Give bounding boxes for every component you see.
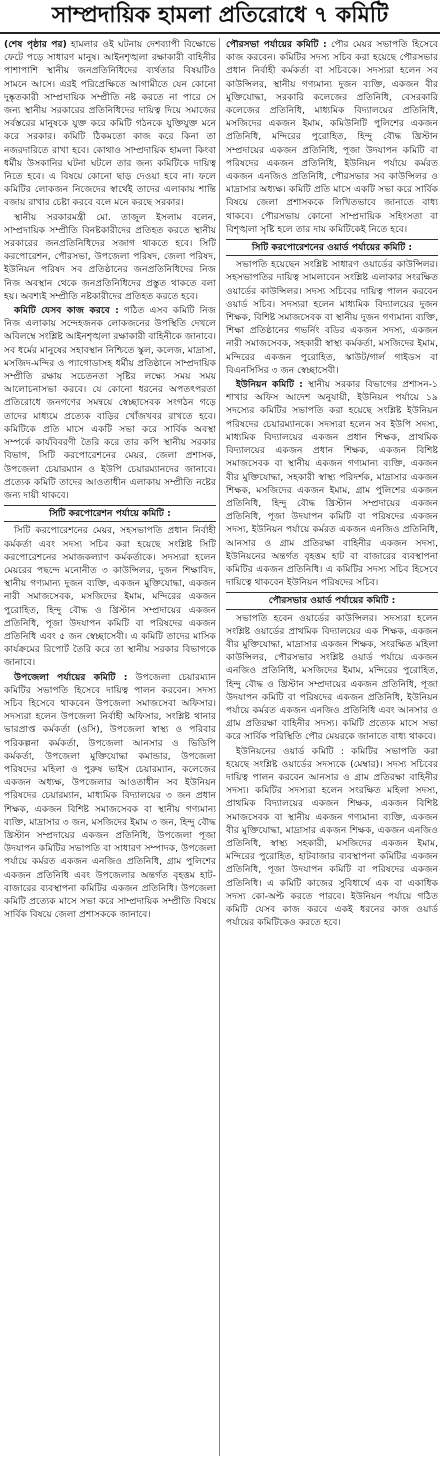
article-headline-bar <box>0 0 440 34</box>
paragraph-text: গঠিত এসব কমিটি নিজ নিজ এলাকায় সন্দেহজনক লোকজনের উপস্থিতি দেখলে অবিলম্বে সংশ্লিষ্ট আইনশৃঙ্খলা রক্ষাকারী বাহিনীকে জানাবে। সব ধর্মের মানুষের সহাবস্থান নিশ্চিতে স্কুল, কলেজ, মাদ্রাসা, মসজিদ-মন্দির ও প্যাগোডাসহ ধর্মীয় প্রতিষ্ঠানে সাম্প্রদায়িক সম্প্রীতি রক্ষায় সচেতনতা সৃষ্টির লক্ষ্যে সময় সময় আলোচনাসভা করবে। যে কোনো ধরনের অপতৎপরতা প্রতিরোধে জনগণের সমন্বয়ে স্বেচ্ছাসেবক সংগঠন গড়ে তাদের মাধ্যমে প্রত্যেক বাড়ির খোঁজখবর রাখতে হবে। কমিটিকে প্রতি মাসে একটি সভা করে সার্বিক অবস্থা সম্পর্কে কার্যবিবরণী তৈরি করে তার কপি স্থানীয় সরকার বিভাগ, সিটি করপোরেশনের মেয়র, জেলা প্রশাসক, উপজেলা চেয়ারম্যান ও ইউপি চেয়ারম্যানদের জানাবে। প্রত্যেক কমিটি তাদের আওতাধীন এলাকায় সম্প্রীতি নষ্টের জন্য দায়ী থাকবে। <box>4 305 216 501</box>
headline: সাম্প্রদায়িক হামলা প্রতিরোধে ৭ কমিটি <box>51 2 389 28</box>
subheading-inline: পৌরসভা পর্যায়ের কমিটি : <box>226 39 327 50</box>
paragraph-text: উপজেলা চেয়ারম্যান কমিটির সভাপতি হিসেবে দায়িত্ব পালন করবেন। সদস্য সচিব হিসেবে থাকবেন উপজেলা সমাজসেবা অফিসার। সদস্যরা হলেন উপজেলা নির্বাহী অফিসার, সংশ্লিষ্ট থানার ভারপ্রাপ্ত কর্মকর্তা (ওসি), উপজেলা স্বাস্থ্য ও পরিবার পরিকল্পনা কর্মকর্তা, উপজেলা আনসার ও ভিডিপি কর্মকর্তা, উপজেলা মুক্তিযোদ্ধা কমান্ডার, উপজেলা পরিষদের মহিলা ও পুরুষ ভাইস চেয়ারম্যান, কলেজের একজন অধ্যক্ষ, উপজেলার আওতাধীন সব ইউনিয়ন পরিষদের চেয়ারম্যান, মাধ্যমিক বিদ্যালয়ের ৩ জন প্রধান শিক্ষক, একজন বিশিষ্ট সমাজসেবক বা স্থানীয় গণ্যমান্য ব্যক্তি, মাদ্রাসার ৩ জন, মসজিদের ইমাম ৩ জন, হিন্দু বৌদ্ধ খ্রিস্টান সম্প্রদায়ের একজন প্রতিনিধি, উপজেলা পূজা উদযাপন কমিটির সভাপতি বা সাধারণ সম্পাদক, উপজেলা পর্যায়ে কর্মরত একজন এনজিও প্রতিনিধি, গ্রাম পুলিশের একজন প্রতিনিধি এবং উপজেলার অন্তর্গত বৃহত্তম হাট-বাজারের ব্যবস্থাপনা কমিটির একজন প্রতিনিধি। উপজেলা কমিটি প্রত্যেক মাসে সভা করে সাম্প্রদায়িক সম্প্রীতি বিষয়ে সার্বিক বিষয়ে জেলা প্রশাসককে জানাবে। <box>4 671 216 921</box>
paragraph <box>4 304 216 502</box>
paragraph: স্থানীয় সরকারমন্ত্রী মো. তাজুল ইসলাম বলেন, সাম্প্রদায়িক সম্প্রীতি বিনষ্টকারীদের প্রতিহত করতে স্থানীয় সরকারের জনপ্রতিনিধিদের সজাগ থাকতে হবে। সিটি করপোরেশন, পৌরসভা, উপজেলা পরিষদ, জেলা পরিষদ, ইউনিয়ন পরিষদ সব প্রতিষ্ঠানের জনপ্রতিনিধিদের নিজ নিজ অবস্থান থেকে জনপ্রতিনিধিদের প্রস্তুত থাকতে বলা হয়। অবশ্যই সম্প্রীতি নষ্টকারীদের প্রতিহত করতে হবে। <box>4 211 216 302</box>
left-column <box>4 38 216 1456</box>
subheading-pouro-ward: পৌরসভার ওয়ার্ড পর্যায়ের কমিটি : <box>226 592 438 609</box>
continued-marker: (শেষ পৃষ্ঠার পর) <box>4 39 67 50</box>
paragraph <box>4 671 216 922</box>
subheading-inline: উপজেলা পর্যায়ের কমিটি : <box>14 671 128 683</box>
paragraph-text: হামলার ওই ঘটনায় দেশব্যাপী বিক্ষোভে ফেটে পড়ে সাধারণ মানুষ। আইনশৃঙ্খলা রক্ষাকারী বাহিনীর পাশাপাশি স্থানীয় জনপ্রতিনিধিদের ব্যর্থতার বিষয়টিও সামনে আসে। এরই পরিপ্রেক্ষিতে আগামীতে যেন কোনো দুষ্কৃতকারী সাম্প্রদায়িক সম্প্রীতি নষ্ট করতে না পারে সে জন্য স্থানীয় সরকারের প্রতিনিধিদের দায়িত্ব দিয়ে সমাজের সর্বস্তরের মানুষকে যুক্ত করে কমিটি গঠনকে যুক্তিযুক্ত মনে করে সরকার। কমিটি ঠিকমতো কাজ করে কিনা তা নজরদারিতে রাখা হবে। কোথাও সাম্প্রদায়িক হামলা কিংবা ধর্মীয় উসকানির ঘটনা ঘটলে তার জন্য কমিটিকে দায়িত্ব নিতে হবে। এ বিষয়ে কোনো ছাড় দেওয়া হবে না। ফলে কমিটির লোকজন নিজেদের স্বার্থেই তাদের এলাকায় শান্তি বজায় রাখার চেষ্টা করবে বলে মনে করছে সরকার। <box>4 39 216 209</box>
subheading-city-ward: সিটি করপোরেশনের ওয়ার্ড পর্যায়ের কমিটি : <box>226 239 438 256</box>
paragraph <box>4 38 216 210</box>
paragraph: সভাপতি হয়েছেন সংশ্লিষ্ট সাধারণ ওয়ার্ডের কাউন্সিলর। সহসভাপতির দায়িত্ব সামলাবেন সংশ্লিষ্ট এলাকার সংরক্ষিত ওয়ার্ডের কাউন্সিলর। সদস্য সচিবের দায়িত্ব পালন করবেন ওয়ার্ড সচিব। সদস্যরা হলেন মাধ্যমিক বিদ্যালয়ের দুজন শিক্ষক, বিশিষ্ট সমাজসেবক বা স্থানীয় দুজন গণ্যমান্য ব্যক্তি, শিক্ষা প্রতিষ্ঠানের গভর্নিং বডির একজন সদস্য, একজন নারী সমাজসেবক, সহকারী স্বাস্থ্য কর্মকর্তা, মসজিদের ইমাম, মন্দিরের একজন পুরোহিত, স্কাউট/গার্ল গাইডস বা বিএনসিসির ৩ জন স্বেচ্ছাসেবী। <box>226 259 438 376</box>
subheading-inline: কমিটি যেসব কাজ করবে : <box>14 305 119 317</box>
column-divider <box>219 38 220 1456</box>
right-column <box>226 38 438 1456</box>
subheading-city-corporation: সিটি করপোরেশন পর্যায়ে কমিটি : <box>4 505 216 522</box>
subheading-inline: ইউনিয়ন কমিটি : <box>236 379 303 391</box>
paragraph-text: পৌর মেয়র সভাপতি হিসেবে কাজ করবেন। কমিটির সদস্য সচিব করা হয়েছে পৌরসভার প্রধান নির্বাহী কর্মকর্তা বা সচিবকে। সদস্যরা হলেন সব কাউন্সিলর, স্থানীয় গণ্যমান্য দুজন ব্যক্তি, একজন বীর মুক্তিযোদ্ধা, সরকারি কলেজের প্রতিনিধি, বেসরকারি কলেজের প্রতিনিধি, মাধ্যমিক বিদ্যালয়ের প্রতিনিধি, মসজিদের একজন ইমাম, কমিউনিটি পুলিশের একজন প্রতিনিধি, মন্দিরের পুরোহিত, হিন্দু বৌদ্ধ খ্রিস্টান সম্প্রদায়ের একজন প্রতিনিধি, পূজা উদযাপন কমিটি বা পরিষদের একজন প্রতিনিধি, ইউনিয়ন পর্যায়ে কর্মরত একজন এনজিও প্রতিনিধি, পৌরসভার সব কাউন্সিলর ও মাদ্রাসার অধ্যক্ষ। কমিটি প্রতি মাসে একটি সভা করে সার্বিক বিষয়ে জেলা প্রশাসককে লিখিতভাবে জানাতে বাধ্য থাকবে। পৌরসভায় কোনো সাম্প্রদায়িক সহিংসতা বা বিশৃঙ্খলা সৃষ্টি হলে তার দায় কমিটিকেই নিতে হবে। <box>226 39 438 235</box>
paragraph <box>226 378 438 589</box>
paragraph: সিটি করপোরেশনের মেয়র, সহসভাপতি প্রধান নির্বাহী কর্মকর্তা এবং সদস্য সচিব করা হয়েছে সংশ্লিষ্ট সিটি করপোরেশনের সমাজকল্যাণ কর্মকর্তাকে। সদস্যরা হলেন মেয়রের পছন্দে মনোনীত ৩ কাউন্সিলর, দুজন শিক্ষাবিদ, স্থানীয় গণ্যমান্য দুজন ব্যক্তি, একজন মুক্তিযোদ্ধা, একজন নারী সমাজসেবক, মসজিদের ইমাম, মন্দিরের একজন পুরোহিত, হিন্দু বৌদ্ধ ও খ্রিস্টান সম্প্রদায়ের একজন প্রতিনিধি, পূজা উদযাপন কমিটি বা পরিষদের একজন প্রতিনিধি এবং ৫ জন স্বেচ্ছাসেবী। এ কমিটি তাদের মাসিক কার্যক্রমের রিপোর্ট তৈরি করে তা স্থানীয় সরকার বিভাগকে জানাবে। <box>4 525 216 669</box>
paragraph <box>226 38 438 236</box>
paragraph: ইউনিয়নের ওয়ার্ড কমিটি : কমিটির সভাপতি করা হয়েছে সংশ্লিষ্ট ওয়ার্ডের সদস্যকে (মেম্বার)। সদস্য সচিবের দায়িত্ব পালন করবেন আনসার ও গ্রাম প্রতিরক্ষা বাহিনীর সদস্য। কমিটির সদস্যরা হলেন সংরক্ষিত মহিলা সদস্য, প্রাথমিক বিদ্যালয়ের একজন শিক্ষক, একজন বিশিষ্ট সমাজসেবক বা স্থানীয় একজন গণ্যমান্য ব্যক্তি, একজন বীর মুক্তিযোদ্ধা, মাদ্রাসার একজন শিক্ষক, একজন এনজিও প্রতিনিধি, স্বাস্থ্য সহকারী, মসজিদের একজন ইমাম, মন্দিরের পুরোহিত, হাটবাজার ব্যবস্থাপনা কমিটির একজন প্রতিনিধি, পূজা উদযাপন কমিটি বা পরিষদের একজন প্রতিনিধি। এ কমিটি কাজের সুবিধার্থে এক বা একাধিক সদস্য কো-অপ্ট করতে পারবে। ইউনিয়ন পর্যায়ে গঠিত কমিটি যেসব কাজ করবে একই ধরনের কাজ ওয়ার্ড পর্যায়ের কমিটিকেও করতে হবে। <box>226 745 438 929</box>
paragraph-text: স্থানীয় সরকার বিভাগের প্রশাসন-১ শাখার অফিস আদেশ অনুযায়ী, ইউনিয়ন পর্যায়ে ১৯ সদস্যের কমিটির সভাপতি করা হয়েছে সংশ্লিষ্ট ইউনিয়ন পরিষদের চেয়ারম্যানকে। সদস্যরা হলেন সব ইউপি সদস্য, মাধ্যমিক বিদ্যালয়ের একজন প্রধান শিক্ষক, প্রাথমিক বিদ্যালয়ের একজন প্রধান শিক্ষক, একজন বিশিষ্ট সমাজসেবক বা স্থানীয় একজন গণ্যমান্য ব্যক্তি, একজন বীর মুক্তিযোদ্ধা, সহকারী স্বাস্থ্য পরিদর্শক, মাদ্রাসার একজন শিক্ষক, মসজিদের একজন ইমাম, গ্রাম পুলিশের একজন প্রতিনিধি, হিন্দু বৌদ্ধ খ্রিস্টান সম্প্রদায়ের একজন প্রতিনিধি, পূজা উদযাপন কমিটি বা পরিষদের একজন সদস্য, ইউনিয়ন পর্যায়ে কর্মরত একজন এনজিও প্রতিনিধি, আনসার ও গ্রাম প্রতিরক্ষা বাহিনীর একজন সদস্য, ইউনিয়নের অন্তর্গত বৃহত্তম হাট বা বাজারের ব্যবস্থাপনা কমিটির একজন প্রতিনিধি। এ কমিটির সদস্য সচিব হিসেবে দায়িত্বে থাকবেন ইউনিয়ন পরিষদের সচিব। <box>226 379 438 589</box>
paragraph: সভাপতি হবেন ওয়ার্ডের কাউন্সিলর। সদস্যরা হলেন সংশ্লিষ্ট ওয়ার্ডের প্রাথমিক বিদ্যালয়ের এক শিক্ষক, একজন বীর মুক্তিযোদ্ধা, মাদ্রাসার একজন শিক্ষক, সংরক্ষিত মহিলা কাউন্সিলর, পৌরসভার সংশ্লিষ্ট ওয়ার্ড পর্যায়ে একজন এনজিও প্রতিনিধি, মসজিদের ইমাম, মন্দিরের পুরোহিত, হিন্দু বৌদ্ধ ও খ্রিস্টান সম্প্রদায়ের একজন প্রতিনিধি, পূজা উদযাপন কমিটি বা পরিষদের একজন প্রতিনিধি, ইউনিয়ন পর্যায়ে কর্মরত একজন এনজিও প্রতিনিধি এবং আনসার ও গ্রাম প্রতিরক্ষা বাহিনীর সদস্য। কমিটি প্রত্যেক মাসে সভা করে সার্বিক পরিস্থিতি পৌর মেয়রকে জানাতে বাধ্য থাকবে। <box>226 612 438 743</box>
